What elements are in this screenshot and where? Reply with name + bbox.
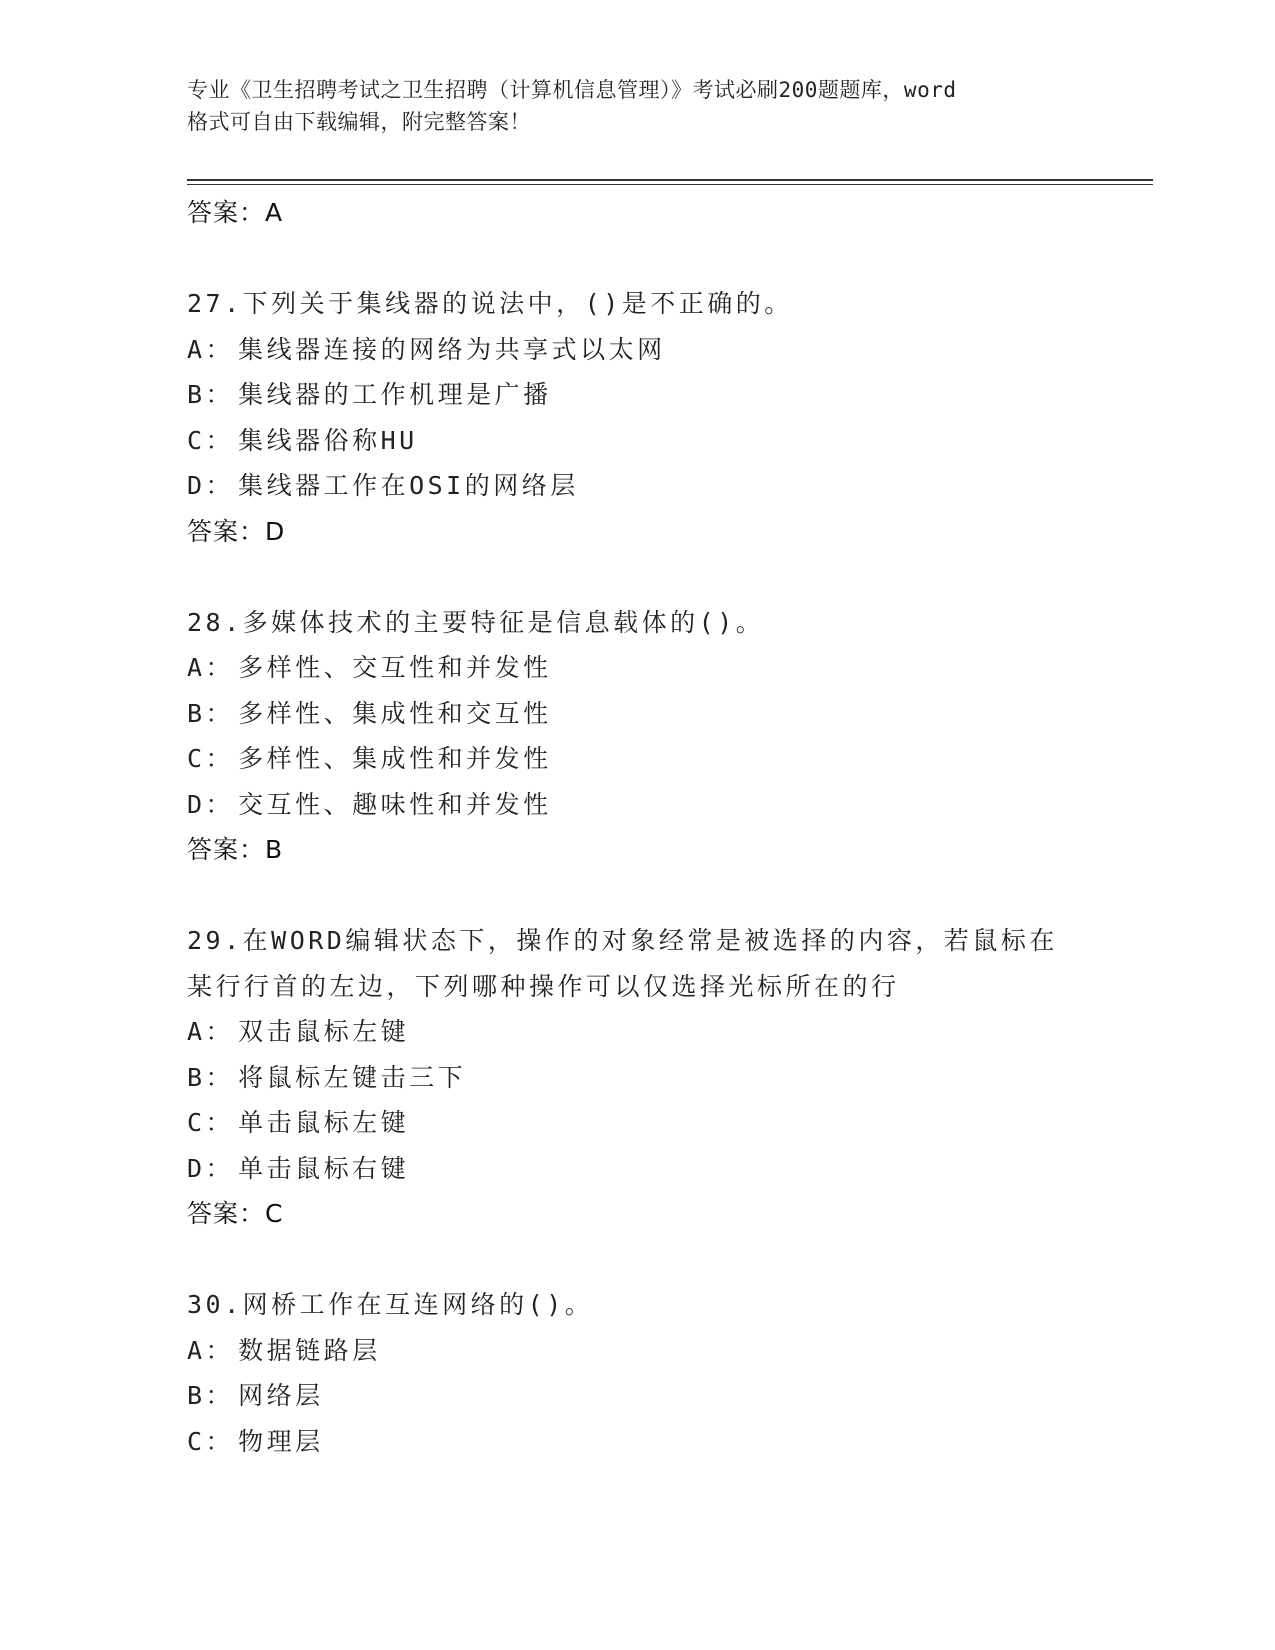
- answer-line: [187, 827, 1147, 872]
- question-block-28: [187, 600, 1147, 873]
- option-c: [187, 418, 1147, 464]
- option-key: A：: [187, 1017, 235, 1046]
- option-c: [187, 736, 1147, 782]
- option-text: 集线器工作在OSI的网络层: [238, 471, 579, 500]
- option-key: A：: [187, 653, 235, 682]
- option-key: D：: [187, 471, 235, 500]
- option-key: B：: [187, 1062, 235, 1092]
- option-text: 物理层: [238, 1426, 324, 1456]
- answer-value: A: [265, 198, 284, 227]
- question-block-29: [187, 918, 1147, 1236]
- question-list: [187, 190, 1147, 1464]
- header-divider-thin: [187, 184, 1153, 185]
- option-a: [187, 327, 1147, 373]
- answer-line: [187, 1191, 1147, 1236]
- option-key: B：: [187, 698, 235, 728]
- option-key: C：: [187, 744, 235, 773]
- option-text: 单击鼠标左键: [238, 1108, 410, 1137]
- spacer: [187, 554, 1147, 600]
- option-key: A：: [187, 1335, 235, 1365]
- answer-label: 答案：: [187, 1199, 266, 1228]
- question-stem-line-2: 某行行首的左边，下列哪种操作可以仅选择光标所在的行: [187, 971, 900, 1001]
- spacer: [187, 872, 1147, 918]
- option-c: [187, 1100, 1147, 1146]
- option-a: [187, 645, 1147, 691]
- answer-value: D: [265, 516, 286, 546]
- option-text: 将鼠标左键击三下: [238, 1062, 467, 1092]
- header-line-1: 专业《卫生招聘考试之卫生招聘（计算机信息管理）》考试必刷200题题库，word: [187, 78, 957, 102]
- option-key: C：: [187, 425, 235, 455]
- header-divider-thick: [187, 179, 1153, 181]
- option-text: 集线器连接的网络为共享式以太网: [238, 334, 666, 364]
- option-d: [187, 1146, 1147, 1192]
- option-text: 交互性、趣味性和并发性: [238, 789, 552, 819]
- option-key: D：: [187, 789, 235, 819]
- option-key: A：: [187, 334, 235, 364]
- question-block-30: [187, 1282, 1147, 1464]
- option-text: 网络层: [238, 1381, 324, 1410]
- option-text: 集线器俗称HU: [238, 425, 418, 455]
- question-stem-line-1: 29.在WORD编辑状态下，操作的对象经常是被选择的内容，若鼠标在: [187, 926, 1058, 955]
- option-d: [187, 463, 1147, 509]
- answer-line: [187, 190, 1147, 235]
- option-key: D：: [187, 1153, 235, 1183]
- question-stem: 28.多媒体技术的主要特征是信息载体的()。: [187, 607, 765, 637]
- answer-label: 答案：: [187, 516, 266, 546]
- document-header: [187, 74, 1087, 138]
- header-line-2: 格式可自由下载编辑，附完整答案！: [187, 110, 531, 134]
- option-text: 多样性、集成性和交互性: [238, 698, 552, 728]
- option-key: C：: [187, 1426, 235, 1456]
- spacer: [187, 235, 1147, 281]
- answer-value: C: [265, 1199, 284, 1228]
- option-b: [187, 1373, 1147, 1419]
- answer-value: B: [265, 835, 284, 864]
- question-stem: 27.下列关于集线器的说法中，()是不正确的。: [187, 289, 793, 318]
- answer-label: 答案：: [187, 835, 266, 864]
- option-c: [187, 1419, 1147, 1465]
- question-stem: 30.网桥工作在互连网络的()。: [187, 1290, 594, 1319]
- option-d: [187, 782, 1147, 828]
- answer-label: 答案：: [187, 198, 266, 227]
- option-b: [187, 691, 1147, 737]
- question-block-27: [187, 281, 1147, 554]
- option-text: 多样性、交互性和并发性: [238, 653, 552, 682]
- option-a: [187, 1009, 1147, 1055]
- option-a: [187, 1328, 1147, 1374]
- option-text: 单击鼠标右键: [238, 1153, 410, 1183]
- spacer: [187, 1236, 1147, 1282]
- option-key: B：: [187, 380, 235, 409]
- option-b: [187, 1055, 1147, 1101]
- option-key: C：: [187, 1108, 235, 1137]
- option-text: 集线器的工作机理是广播: [238, 380, 552, 409]
- option-b: [187, 372, 1147, 418]
- option-text: 数据链路层: [238, 1335, 381, 1365]
- answer-line: [187, 509, 1147, 554]
- option-text: 多样性、集成性和并发性: [238, 744, 552, 773]
- option-key: B：: [187, 1381, 235, 1410]
- option-text: 双击鼠标左键: [238, 1017, 410, 1046]
